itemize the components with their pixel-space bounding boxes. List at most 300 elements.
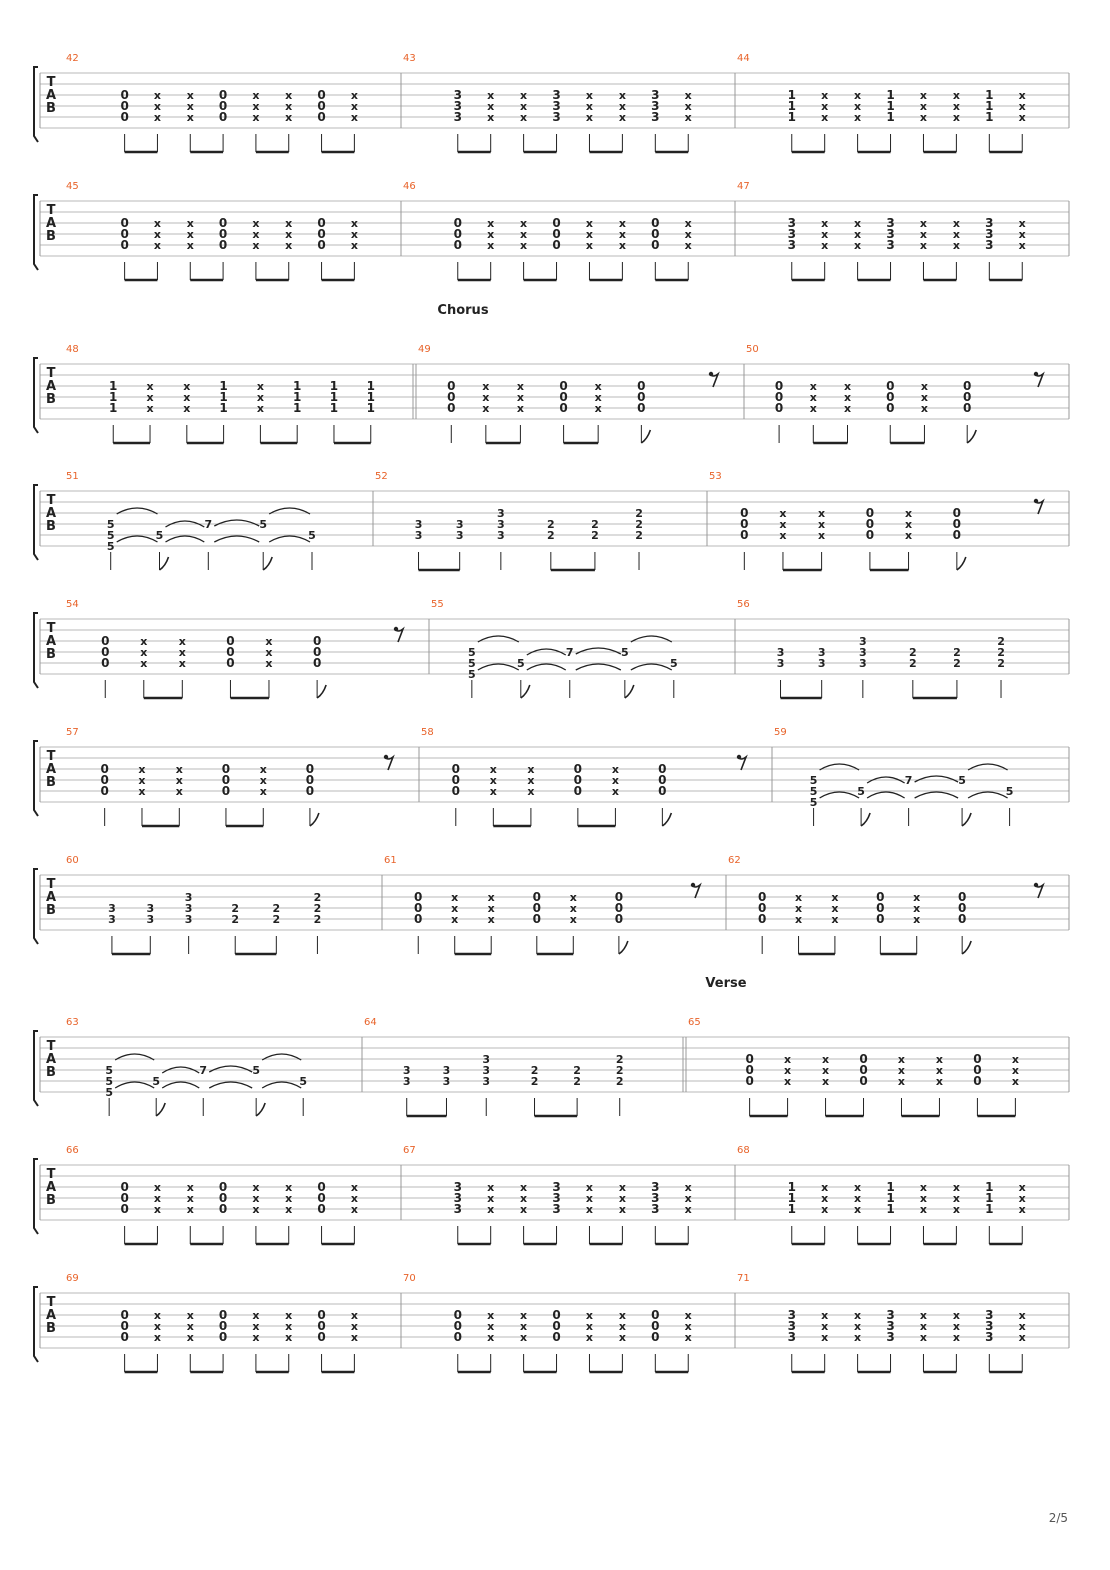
muted-note: x xyxy=(153,217,161,230)
tab-fret-number: 1 xyxy=(985,1191,994,1205)
eighth-rest-dot xyxy=(1034,499,1038,503)
muted-note: x xyxy=(153,1331,161,1344)
muted-note: x xyxy=(952,89,960,102)
tab-fret-number: 0 xyxy=(312,634,322,648)
muted-note: x xyxy=(919,217,928,230)
muted-note: x xyxy=(794,902,803,915)
tab-fret-number: 2 xyxy=(635,529,643,542)
muted-note: x xyxy=(684,1192,692,1205)
tab-fret-number: 0 xyxy=(218,227,228,241)
tab-fret-number: 0 xyxy=(637,401,646,415)
tab-fret-number: 3 xyxy=(886,1319,895,1333)
tab-fret-number: 1 xyxy=(787,1191,796,1205)
muted-note: x xyxy=(919,228,928,241)
tab-fret-number: 3 xyxy=(552,88,561,102)
tab-fret-number: 0 xyxy=(876,890,885,904)
muted-note: x xyxy=(252,217,260,230)
tab-fret-number: 0 xyxy=(552,238,561,252)
tab-fret-number: 0 xyxy=(312,656,322,670)
tab-fret-number: 1 xyxy=(787,110,796,124)
slur-arc xyxy=(968,792,1008,798)
muted-note: x xyxy=(854,239,862,252)
measure-number: 62 xyxy=(728,855,741,866)
tab-fret-number: 0 xyxy=(226,656,235,670)
muted-note: x xyxy=(919,1309,928,1322)
muted-note: x xyxy=(175,774,183,787)
slur-arc xyxy=(262,1082,301,1088)
muted-note: x xyxy=(285,228,293,241)
tab-fret-number: 0 xyxy=(317,1191,326,1205)
tab-fret-number: 0 xyxy=(758,890,767,904)
tab-fret-number: 0 xyxy=(552,1330,561,1344)
muted-note: x xyxy=(252,1181,260,1194)
tab-fret-number: 3 xyxy=(482,1053,491,1066)
tab-fret-number: 3 xyxy=(985,238,994,252)
system-bracket xyxy=(34,613,38,688)
tab-fret-number: 0 xyxy=(453,1330,462,1344)
tab-fret-number: 2 xyxy=(615,1053,624,1066)
muted-note: x xyxy=(684,1309,692,1322)
tab-fret-number: 2 xyxy=(615,1064,624,1077)
muted-note: x xyxy=(611,774,619,787)
tab-fret-number: 3 xyxy=(985,227,994,241)
muted-note: x xyxy=(585,89,594,102)
tab-fret-number: 1 xyxy=(886,1180,895,1194)
tab-fret-number: 1 xyxy=(886,99,895,113)
tab-fret-number: 2 xyxy=(997,646,1005,659)
muted-note: x xyxy=(854,1320,862,1333)
eighth-flag xyxy=(625,685,634,698)
muted-note: x xyxy=(482,380,490,393)
tab-clef-letter: A xyxy=(45,379,57,394)
tab-fret-number: 0 xyxy=(218,88,228,102)
tab-fret-number: 0 xyxy=(573,762,583,776)
tab-fret-number: 5 xyxy=(669,657,678,670)
muted-note: x xyxy=(618,1192,626,1205)
tab-fret-number: 2 xyxy=(313,913,322,926)
eighth-flag xyxy=(317,685,326,698)
muted-note: x xyxy=(919,239,928,252)
tab-fret-number: 0 xyxy=(573,784,583,798)
tab-fret-number: 5 xyxy=(155,529,164,542)
muted-note: x xyxy=(919,111,928,124)
tab-fret-number: 1 xyxy=(886,110,895,124)
tab-fret-number: 3 xyxy=(985,216,994,230)
tab-fret-number: 5 xyxy=(809,785,818,798)
muted-note: x xyxy=(1011,1075,1019,1088)
muted-note: x xyxy=(618,111,626,124)
tab-fret-number: 1 xyxy=(109,390,118,404)
eighth-flag xyxy=(967,430,976,443)
muted-note: x xyxy=(285,89,293,102)
tab-fret-number: 0 xyxy=(453,227,462,241)
tab-fret-number: 0 xyxy=(614,890,624,904)
tab-fret-number: 1 xyxy=(366,379,375,393)
tab-fret-number: 0 xyxy=(637,390,646,404)
tab-fret-number: 1 xyxy=(985,88,994,102)
tab-fret-number: 0 xyxy=(859,1063,868,1077)
measure-number: 61 xyxy=(384,855,397,866)
tab-fret-number: 3 xyxy=(552,1202,561,1216)
muted-note: x xyxy=(684,89,692,102)
muted-note: x xyxy=(684,100,692,113)
tab-fret-number: 7 xyxy=(565,646,574,659)
tab-fret-number: 2 xyxy=(546,529,555,542)
tab-clef-letter: A xyxy=(45,634,57,649)
muted-note: x xyxy=(920,380,929,393)
tab-fret-number: 5 xyxy=(106,529,115,542)
tab-fret-number: 3 xyxy=(651,1191,660,1205)
muted-note: x xyxy=(952,228,960,241)
tab-fret-number: 2 xyxy=(591,518,599,531)
tab-fret-number: 0 xyxy=(614,901,624,915)
tab-fret-number: 3 xyxy=(859,657,867,670)
tab-fret-number: 3 xyxy=(146,913,155,926)
tab-fret-number: 1 xyxy=(329,401,339,415)
tab-fret-number: 3 xyxy=(817,646,826,659)
tab-fret-number: 0 xyxy=(952,506,962,520)
tab-fret-number: 0 xyxy=(221,762,231,776)
muted-note: x xyxy=(487,1309,495,1322)
tab-fret-number: 0 xyxy=(100,784,109,798)
tab-fret-number: 0 xyxy=(740,506,749,520)
eighth-rest-dot xyxy=(691,883,695,887)
tab-fret-number: 0 xyxy=(305,773,315,787)
muted-note: x xyxy=(482,402,490,415)
tab-fret-number: 0 xyxy=(963,401,972,415)
tab-fret-number: 1 xyxy=(293,379,302,393)
tab-fret-number: 3 xyxy=(402,1075,411,1088)
tab-clef-letter: B xyxy=(46,775,56,790)
muted-note: x xyxy=(952,1309,960,1322)
muted-note: x xyxy=(831,913,839,926)
muted-note: x xyxy=(821,1331,829,1344)
tab-fret-number: 2 xyxy=(635,507,643,520)
tab-fret-number: 3 xyxy=(787,1308,796,1322)
tab-fret-number: 0 xyxy=(451,784,460,798)
muted-note: x xyxy=(821,1053,830,1066)
muted-note: x xyxy=(843,391,852,404)
eighth-flag xyxy=(160,557,169,570)
muted-note: x xyxy=(818,518,826,531)
tab-fret-number: 3 xyxy=(886,227,895,241)
muted-note: x xyxy=(920,402,929,415)
tab-fret-number: 2 xyxy=(615,1075,624,1088)
muted-note: x xyxy=(952,1192,960,1205)
tab-fret-number: 0 xyxy=(651,1330,660,1344)
muted-note: x xyxy=(913,902,921,915)
tab-fret-number: 0 xyxy=(451,773,460,787)
muted-note: x xyxy=(569,891,577,904)
muted-note: x xyxy=(285,1331,293,1344)
tab-fret-number: 0 xyxy=(973,1052,982,1066)
muted-note: x xyxy=(843,380,852,393)
muted-note: x xyxy=(516,380,524,393)
eighth-flag xyxy=(962,941,971,954)
slur-arc xyxy=(915,776,958,782)
muted-note: x xyxy=(186,228,194,241)
muted-note: x xyxy=(516,402,524,415)
system-bracket xyxy=(34,869,38,944)
tab-fret-number: 0 xyxy=(532,912,541,926)
tab-fret-number: 0 xyxy=(886,390,895,404)
muted-note: x xyxy=(854,100,862,113)
measure-number: 64 xyxy=(364,1017,377,1028)
tab-fret-number: 0 xyxy=(952,517,962,531)
muted-note: x xyxy=(153,1192,161,1205)
tab-fret-number: 1 xyxy=(109,401,118,415)
tab-fret-number: 1 xyxy=(109,379,118,393)
tab-fret-number: 2 xyxy=(591,529,599,542)
muted-note: x xyxy=(684,217,692,230)
tab-clef-letter: A xyxy=(45,1308,57,1323)
muted-note: x xyxy=(919,100,928,113)
muted-note: x xyxy=(854,1192,862,1205)
muted-note: x xyxy=(285,1203,293,1216)
muted-note: x xyxy=(285,217,293,230)
muted-note: x xyxy=(487,1192,495,1205)
muted-note: x xyxy=(618,217,626,230)
muted-note: x xyxy=(611,785,619,798)
muted-note: x xyxy=(285,1181,293,1194)
muted-note: x xyxy=(618,239,626,252)
muted-note: x xyxy=(952,1320,960,1333)
tab-fret-number: 5 xyxy=(468,657,476,670)
tab-fret-number: 3 xyxy=(453,1202,462,1216)
tab-fret-number: 1 xyxy=(985,99,994,113)
measure-number: 47 xyxy=(737,181,750,192)
tab-clef-letter: T xyxy=(46,75,56,90)
muted-note: x xyxy=(487,902,495,915)
tab-clef-letter: T xyxy=(46,621,56,636)
muted-note: x xyxy=(186,239,194,252)
measure-number: 43 xyxy=(403,53,416,64)
measure-number: 42 xyxy=(66,53,79,64)
slur-arc xyxy=(166,536,205,542)
tab-fret-number: 0 xyxy=(221,784,231,798)
muted-note: x xyxy=(585,1320,594,1333)
muted-note: x xyxy=(146,391,154,404)
muted-note: x xyxy=(904,518,913,531)
muted-note: x xyxy=(186,1320,194,1333)
muted-note: x xyxy=(904,529,913,542)
tab-fret-number: 0 xyxy=(218,1319,228,1333)
muted-note: x xyxy=(854,89,862,102)
muted-note: x xyxy=(618,1203,626,1216)
muted-note: x xyxy=(618,1309,626,1322)
muted-note: x xyxy=(527,785,535,798)
tab-fret-number: 0 xyxy=(552,1308,561,1322)
measure-number: 55 xyxy=(431,599,444,610)
muted-note: x xyxy=(1018,1320,1026,1333)
muted-note: x xyxy=(831,891,839,904)
muted-note: x xyxy=(451,913,459,926)
tab-fret-number: 3 xyxy=(651,1180,660,1194)
tab-fret-number: 3 xyxy=(776,646,785,659)
tab-fret-number: 0 xyxy=(963,379,972,393)
tab-fret-number: 3 xyxy=(497,529,505,542)
tab-fret-number: 0 xyxy=(957,890,967,904)
tab-fret-number: 2 xyxy=(997,657,1005,670)
tab-fret-number: 1 xyxy=(293,390,302,404)
muted-note: x xyxy=(919,89,928,102)
tab-fret-number: 0 xyxy=(226,645,235,659)
tab-fret-number: 5 xyxy=(468,646,476,659)
muted-note: x xyxy=(138,785,146,798)
muted-note: x xyxy=(527,763,535,776)
muted-note: x xyxy=(178,657,186,670)
tab-clef-letter: B xyxy=(46,647,56,662)
muted-note: x xyxy=(520,239,528,252)
muted-note: x xyxy=(920,391,929,404)
tab-fret-number: 3 xyxy=(414,529,423,542)
tab-fret-number: 0 xyxy=(658,784,667,798)
tab-fret-number: 0 xyxy=(745,1063,754,1077)
tab-fret-number: 0 xyxy=(317,238,326,252)
tab-fret-number: 3 xyxy=(787,227,796,241)
tab-fret-number: 0 xyxy=(758,901,767,915)
tab-fret-number: 5 xyxy=(809,796,818,809)
tab-clef-letter: T xyxy=(46,493,56,508)
tab-fret-number: 3 xyxy=(453,1180,462,1194)
slur-arc xyxy=(867,792,905,798)
muted-note: x xyxy=(520,1203,528,1216)
tab-fret-number: 0 xyxy=(414,901,423,915)
tab-system xyxy=(34,471,1069,570)
muted-note: x xyxy=(569,913,577,926)
tab-clef-letter: T xyxy=(46,1039,56,1054)
slur-arc xyxy=(214,520,259,526)
muted-note: x xyxy=(1018,1309,1026,1322)
muted-note: x xyxy=(684,228,692,241)
tab-clef-letter: B xyxy=(46,229,56,244)
muted-note: x xyxy=(520,111,528,124)
measure-number: 65 xyxy=(688,1017,701,1028)
tab-fret-number: 2 xyxy=(573,1075,581,1088)
muted-note: x xyxy=(153,1181,161,1194)
muted-note: x xyxy=(516,391,524,404)
tab-fret-number: 1 xyxy=(366,401,375,415)
muted-note: x xyxy=(821,1181,829,1194)
muted-note: x xyxy=(821,1309,829,1322)
tab-fret-number: 0 xyxy=(317,227,326,241)
muted-note: x xyxy=(252,1203,260,1216)
measure-number: 51 xyxy=(66,471,79,482)
muted-note: x xyxy=(256,380,264,393)
tab-fret-number: 1 xyxy=(219,390,228,404)
muted-note: x xyxy=(952,1203,960,1216)
tab-fret-number: 1 xyxy=(293,401,302,415)
muted-note: x xyxy=(854,111,862,124)
tab-clef-letter: B xyxy=(46,392,56,407)
muted-note: x xyxy=(175,785,183,798)
muted-note: x xyxy=(913,891,921,904)
muted-note: x xyxy=(585,1192,594,1205)
muted-note: x xyxy=(178,635,186,648)
tab-fret-number: 2 xyxy=(530,1075,539,1088)
muted-note: x xyxy=(252,1309,260,1322)
eighth-rest-dot xyxy=(737,755,741,759)
measure-number: 66 xyxy=(66,1145,79,1156)
tab-fret-number: 3 xyxy=(497,507,505,520)
muted-note: x xyxy=(919,1203,928,1216)
tab-fret-number: 0 xyxy=(774,390,784,404)
tab-fret-number: 0 xyxy=(745,1074,754,1088)
muted-note: x xyxy=(489,774,497,787)
muted-note: x xyxy=(1011,1053,1019,1066)
tab-fret-number: 0 xyxy=(120,1308,129,1322)
slur-arc xyxy=(214,536,259,542)
tab-fret-number: 3 xyxy=(886,1308,895,1322)
muted-note: x xyxy=(952,1331,960,1344)
muted-note: x xyxy=(594,380,602,393)
muted-note: x xyxy=(569,902,577,915)
muted-note: x xyxy=(482,391,490,404)
tab-fret-number: 3 xyxy=(886,1330,895,1344)
muted-note: x xyxy=(487,913,495,926)
muted-note: x xyxy=(818,507,826,520)
muted-note: x xyxy=(265,657,273,670)
tab-fret-number: 2 xyxy=(908,657,917,670)
tab-fret-number: 0 xyxy=(218,1191,228,1205)
muted-note: x xyxy=(854,228,862,241)
muted-note: x xyxy=(451,902,459,915)
tab-fret-number: 1 xyxy=(787,1202,796,1216)
measure-number: 57 xyxy=(66,727,79,738)
tab-fret-number: 0 xyxy=(758,912,767,926)
muted-note: x xyxy=(1018,228,1026,241)
muted-note: x xyxy=(520,1331,528,1344)
muted-note: x xyxy=(285,1320,293,1333)
tab-fret-number: 0 xyxy=(559,390,568,404)
tab-fret-number: 3 xyxy=(455,518,464,531)
slur-arc xyxy=(162,1082,199,1088)
muted-note: x xyxy=(935,1064,944,1077)
tab-fret-number: 0 xyxy=(218,216,228,230)
muted-note: x xyxy=(350,239,358,252)
tab-fret-number: 0 xyxy=(740,528,749,542)
muted-note: x xyxy=(527,774,535,787)
muted-note: x xyxy=(843,402,852,415)
tab-fret-number: 3 xyxy=(886,216,895,230)
tab-fret-number: 0 xyxy=(740,517,749,531)
tab-fret-number: 0 xyxy=(120,1319,129,1333)
muted-note: x xyxy=(350,217,358,230)
muted-note: x xyxy=(1018,1192,1026,1205)
slur-arc xyxy=(576,664,621,670)
tab-fret-number: 0 xyxy=(859,1074,868,1088)
tab-fret-number: 3 xyxy=(184,913,193,926)
muted-note: x xyxy=(186,111,194,124)
tab-fret-number: 5 xyxy=(106,518,115,531)
tab-fret-number: 5 xyxy=(958,774,966,787)
muted-note: x xyxy=(153,1320,161,1333)
tab-fret-number: 0 xyxy=(218,99,228,113)
muted-note: x xyxy=(350,1331,358,1344)
tab-fret-number: 3 xyxy=(787,1319,796,1333)
muted-note: x xyxy=(285,1309,293,1322)
tab-clef-letter: A xyxy=(45,1052,57,1067)
tab-fret-number: 3 xyxy=(651,99,660,113)
tab-fret-number: 0 xyxy=(317,216,326,230)
tab-clef-letter: B xyxy=(46,519,56,534)
tab-clef-letter: A xyxy=(45,506,57,521)
tab-fret-number: 5 xyxy=(809,774,818,787)
tab-fret-number: 0 xyxy=(651,1319,660,1333)
muted-note: x xyxy=(809,380,817,393)
muted-note: x xyxy=(952,100,960,113)
tab-fret-number: 5 xyxy=(152,1075,161,1088)
